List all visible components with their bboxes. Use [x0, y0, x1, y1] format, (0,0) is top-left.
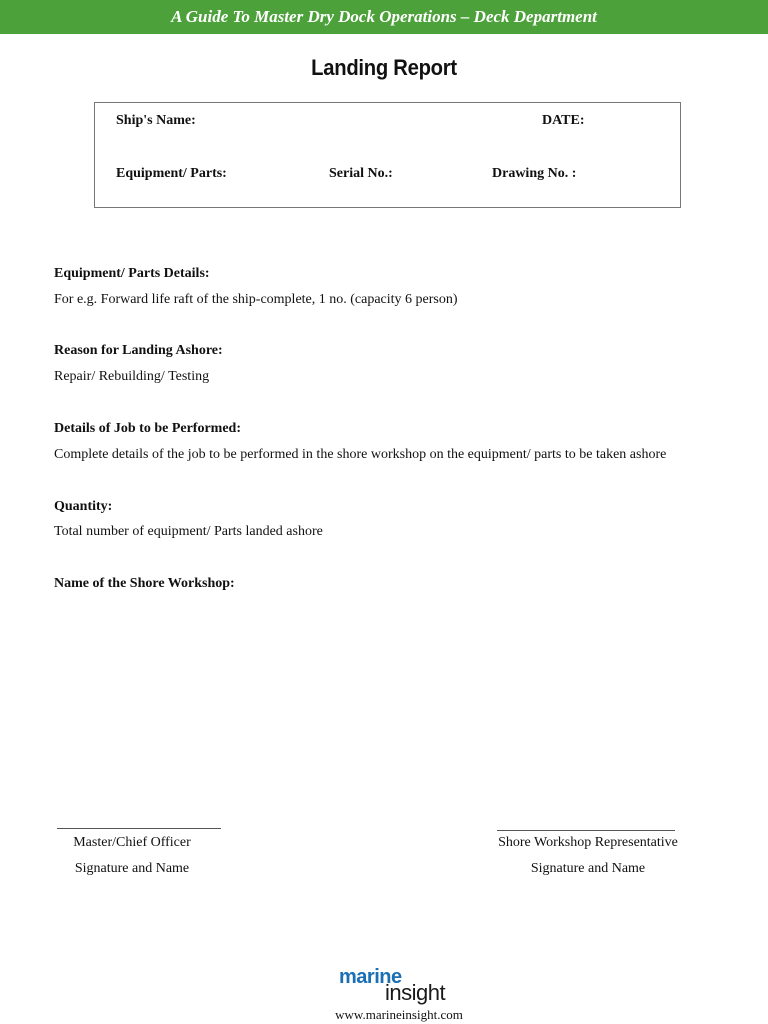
quantity-text: Total number of equipment/ Parts landed ashore: [54, 524, 323, 539]
left-signature-role: Master/Chief Officer: [73, 835, 191, 850]
logo-bottom-text: insight: [385, 980, 446, 1005]
right-signature-line: [497, 830, 675, 831]
logo-top-text: marine: [339, 966, 402, 988]
left-signature-caption: Signature and Name: [74, 861, 190, 876]
marineinsight-logo: [339, 966, 459, 1006]
reason-heading: Reason for Landing Ashore:: [54, 343, 223, 358]
job-details-heading: Details of Job to be Performed:: [54, 421, 242, 436]
shore-workshop-heading: Name of the Shore Workshop:: [54, 576, 235, 591]
reason-text: Repair/ Rebuilding/ Testing: [54, 369, 210, 384]
report-info-box: [94, 102, 681, 208]
right-signature-caption: Signature and Name: [530, 861, 646, 876]
left-signature-line: [57, 828, 221, 829]
website-link[interactable]: www.marineinsight.com: [335, 1007, 463, 1022]
right-signature-role: Shore Workshop Representative: [498, 835, 678, 850]
job-details-text: Complete details of the job to be performed in the shore workshop on the equipment/ parts to be taken ashore: [54, 447, 667, 462]
date-label: DATE:: [542, 113, 585, 128]
header-banner: A Guide To Master Dry Dock Operations – Deck Department: [0, 0, 768, 34]
equipment-label: Equipment/ Parts:: [116, 166, 227, 181]
equipment-details-heading: Equipment/ Parts Details:: [54, 266, 210, 281]
page-title: Landing Report: [311, 55, 457, 80]
equipment-details-text: For e.g. Forward life raft of the ship-complete, 1 no. (capacity 6 person): [54, 292, 458, 307]
quantity-heading: Quantity:: [54, 499, 113, 514]
serial-number-label: Serial No.:: [329, 166, 393, 181]
drawing-number-label: Drawing No. :: [492, 166, 577, 181]
ship-name-label: Ship's Name:: [116, 113, 196, 128]
